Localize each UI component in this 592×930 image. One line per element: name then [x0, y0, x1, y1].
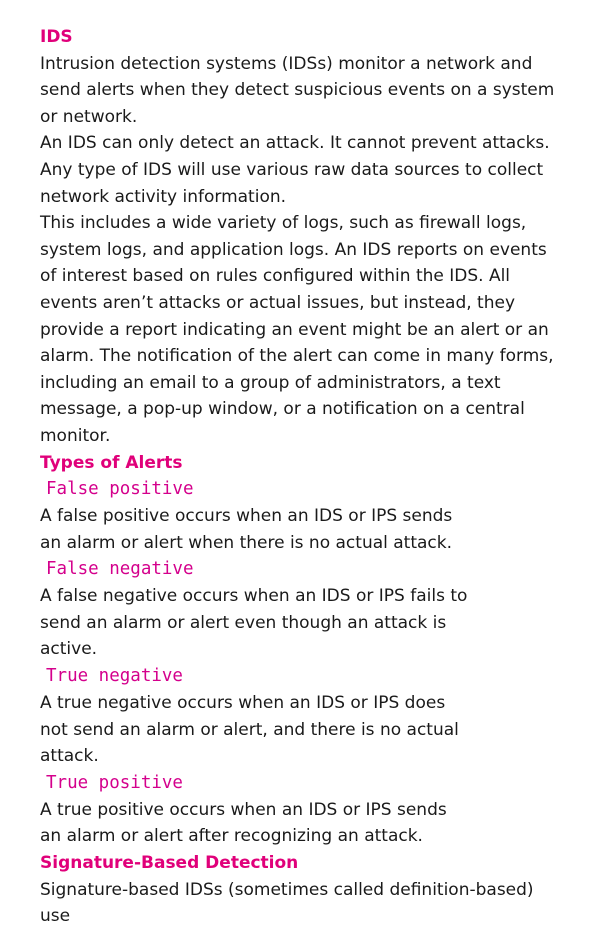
signature-detection-heading: Signature-Based Detection — [40, 853, 299, 874]
ids-paragraph-3: This includes a wide variety of logs, such as firewall logs, system logs, and application logs. An IDS reports on events of interest based on rules configured within the IDS. All events aren’t attacks or actual issues, but instead, they provide a report indicating an event might be an alert or an alarm. The notification of the alert can come in many forms, including an email to a group of administrators, a text message, a pop-up window, or a notification on a central monitor. — [40, 213, 554, 446]
ids-heading: IDS — [40, 27, 73, 47]
alert-types-heading: Types of Alerts — [40, 452, 183, 473]
ids-paragraph-1: Intrusion detection systems (IDSs) monitor a network and send alerts when they detect suspicious events on a system or network. — [40, 53, 555, 127]
term-false-positive: False positive — [46, 479, 194, 500]
term-true-negative: True negative — [46, 666, 183, 687]
definition-true-negative: A true negative occurs when an IDS or IPS does not send an alarm or alert, and there is no actual attack. — [40, 693, 459, 767]
term-true-positive: True positive — [46, 772, 183, 793]
definition-false-positive: A false positive occurs when an IDS or IPS sends an alarm or alert when there is no actual attack. — [40, 506, 453, 553]
term-false-negative: False negative — [46, 559, 194, 580]
document-page — [40, 24, 560, 930]
definition-false-negative: A false negative occurs when an IDS or IPS fails to send an alarm or alert even though an attack is active. — [40, 586, 468, 660]
definition-true-positive: A true positive occurs when an IDS or IPS sends an alarm or alert after recognizing an attack. — [40, 799, 447, 847]
ids-paragraph-2: An IDS can only detect an attack. It cannot prevent attacks. Any type of IDS will use various raw data sources to collect network activity information. — [40, 133, 550, 207]
signature-paragraph: Signature-based IDSs (sometimes called definition-based) use — [40, 879, 534, 927]
